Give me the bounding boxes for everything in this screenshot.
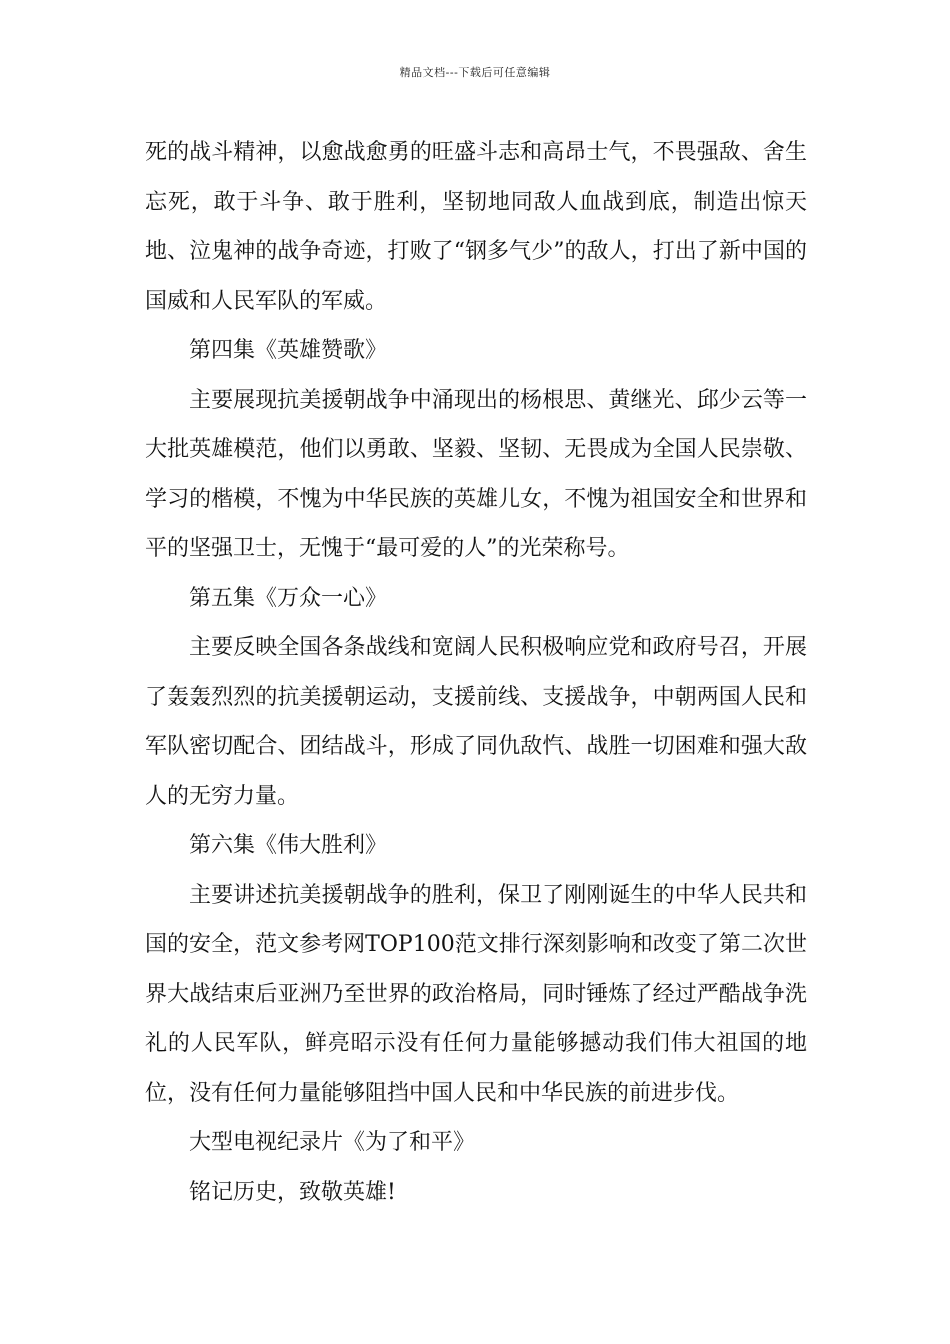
document-body <box>145 128 807 1217</box>
paragraph-continuation: 死的战斗精神，以愈战愈勇的旺盛斗志和高昂士气，不畏强敌、舍生忘死，敢于斗争、敢于胜利，坚韧地同敌人血战到底，制造出惊天地、泣鬼神的战争奇迹，打败了“钢多气少”的敌人，打出了新中国的国威和人民军队的军威。 <box>145 140 807 314</box>
episode-4-summary: 主要展现抗美援朝战争中涌现出的杨根思、黄继光、邱少云等一大批英雄模范，他们以勇敢、坚毅、坚韧、无畏成为全国人民崇敬、学习的楷模，不愧为中华民族的英雄儿女，不愧为祖国安全和世界和平的坚强卫士，无愧于“最可爱的人”的光荣称号。 <box>145 387 807 561</box>
episode-4-title: 第四集《英雄赞歌》 <box>189 338 388 363</box>
documentary-title: 大型电视纪录片《为了和平》 <box>189 1130 476 1155</box>
closing-line: 铭记历史，致敬英雄! <box>189 1179 396 1205</box>
episode-6-title: 第六集《伟大胜利》 <box>189 833 388 858</box>
page-header: 精品文档---下载后可任意编辑 <box>399 66 551 79</box>
episode-6-summary: 主要讲述抗美援朝战争的胜利，保卫了刚刚诞生的中华人民共和国的安全，范文参考网TOP100范文排行深刻影响和改变了第二次世界大战结束后亚洲乃至世界的政治格局，同时锤炼了经过严酷战争洗礼的人民军队，鲜亮昭示没有任何力量能够撼动我们伟大祖国的地位，没有任何力量能够阻挡中国人民和中华民族的前进步伐。 <box>145 882 807 1106</box>
episode-5-title: 第五集《万众一心》 <box>189 585 388 611</box>
episode-5-summary: 主要反映全国各条战线和宽阔人民积极响应党和政府号召，开展了轰轰烈烈的抗美援朝运动，支援前线、支援战争，中朝两国人民和军队密切配合、团结战斗，形成了同仇敌忾、战胜一切困难和强大敌人的无穷力量。 <box>145 635 807 809</box>
